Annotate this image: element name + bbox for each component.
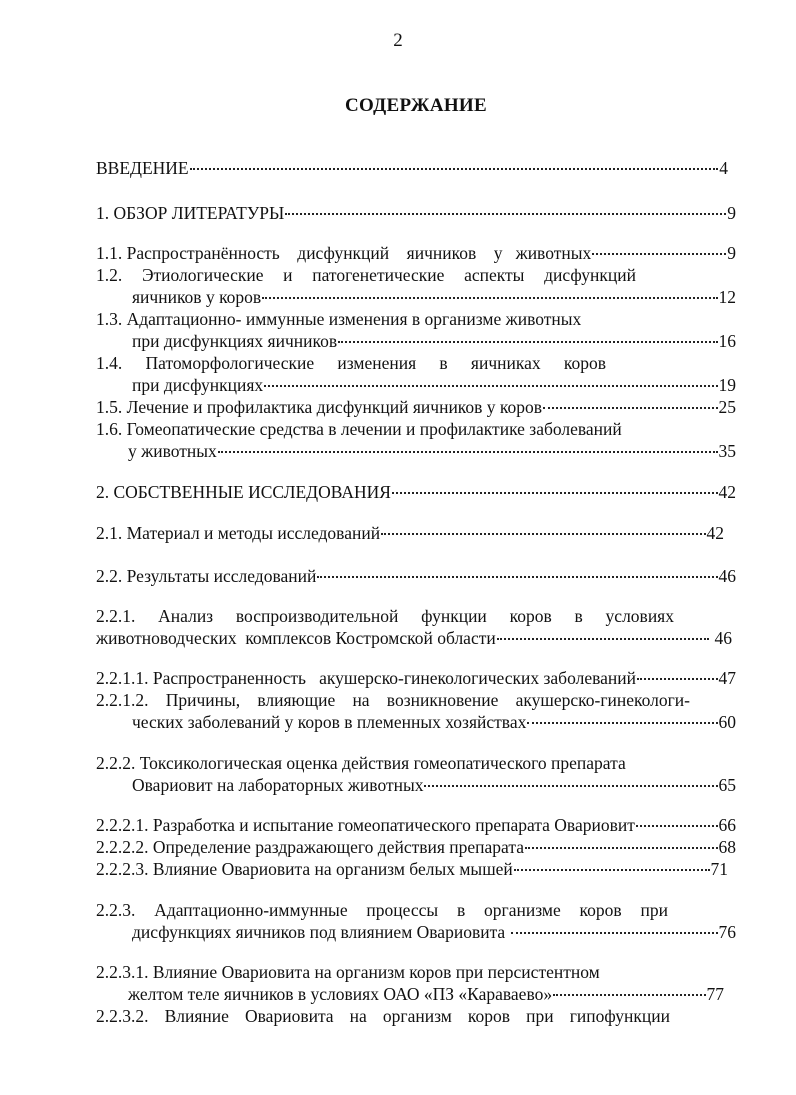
toc-entry-page: 25 xyxy=(718,397,736,417)
toc-entry-label: дисфункциях яичников под влиянием Овариовита xyxy=(132,922,510,942)
toc-entry-label: 2.1. Материал и методы исследований xyxy=(96,523,381,543)
toc-entry-2-2-1-line2 xyxy=(96,627,732,649)
dot-leader xyxy=(392,492,718,494)
toc-entry-page: 46 xyxy=(710,628,732,648)
toc-entry-label: животноводческих комплексов Костромской области xyxy=(96,628,496,648)
toc-entry-page: 4 xyxy=(719,158,728,178)
toc-entry-label: при дисфункциях xyxy=(132,375,264,395)
toc-entry-1-3-line1: 1.3. Адаптационно- иммунные изменения в организме животных xyxy=(96,309,582,329)
toc-entry-page: 68 xyxy=(718,837,736,857)
toc-entry-page: 47 xyxy=(718,668,736,688)
toc-entry-label: ВВЕДЕНИЕ xyxy=(96,158,189,178)
toc-entry-1-1 xyxy=(96,242,736,264)
dot-leader xyxy=(317,576,717,578)
toc-entry-page: 71 xyxy=(710,859,728,879)
toc-entry-page: 35 xyxy=(718,441,736,461)
dot-leader xyxy=(381,533,705,535)
dot-leader xyxy=(190,168,719,170)
page-title: СОДЕРЖАНИЕ xyxy=(345,95,487,116)
toc-entry-label: 1. ОБЗОР ЛИТЕРАТУРЫ xyxy=(96,203,285,223)
toc-entry-page: 76 xyxy=(718,922,736,942)
dot-leader xyxy=(262,297,717,299)
dot-leader xyxy=(527,722,717,724)
toc-entry-label: 2.2.2.3. Влияние Овариовита на организм белых мышей xyxy=(96,859,513,879)
dot-leader xyxy=(525,847,718,849)
toc-entry-2-2-2-1 xyxy=(96,814,736,836)
toc-entry-introduction xyxy=(96,157,728,179)
toc-entry-2-1 xyxy=(96,522,724,544)
toc-entry-page: 77 xyxy=(706,984,724,1004)
toc-entry-label: 1.5. Лечение и профилактика дисфункций яичников у коров xyxy=(96,397,543,417)
toc-entry-section-2 xyxy=(96,481,736,503)
toc-entry-label: 2. СОБСТВЕННЫЕ ИССЛЕДОВАНИЯ xyxy=(96,482,391,502)
toc-entry-section-1 xyxy=(96,202,736,224)
toc-entry-1-6-line1: 1.6. Гомеопатические средства в лечении и профилактике заболеваний xyxy=(96,419,622,439)
dot-leader xyxy=(218,451,718,453)
toc-entry-page: 66 xyxy=(718,815,736,835)
dot-leader xyxy=(592,253,726,255)
toc-entry-page: 16 xyxy=(718,331,736,351)
toc-entry-2-2-1-2-line1: 2.2.1.2. Причины, влияющие на возникновение акушерско-гинекологи- xyxy=(96,690,690,710)
dot-leader xyxy=(637,678,718,680)
toc-entry-2-2-1-1 xyxy=(96,667,736,689)
dot-leader xyxy=(497,638,709,640)
toc-entry-label: Овариовит на лабораторных животных xyxy=(132,775,424,795)
toc-entry-2-2-2-3 xyxy=(96,858,728,880)
toc-entry-1-3-line2 xyxy=(132,330,736,352)
toc-entry-label: 2.2. Результаты исследований xyxy=(96,566,317,586)
toc-entry-page: 19 xyxy=(718,375,736,395)
dot-leader xyxy=(264,385,717,387)
toc-entry-2-2-3-2-line1: 2.2.3.2. Влияние Овариовита на организм коров при гипофункции xyxy=(96,1006,670,1026)
toc-entry-label: 2.2.2.1. Разработка и испытание гомеопатического препарата Овариовит xyxy=(96,815,635,835)
toc-entry-page: 46 xyxy=(718,566,736,586)
page-number: 2 xyxy=(393,30,403,51)
toc-entry-page: 42 xyxy=(718,482,736,502)
toc-entry-page: 12 xyxy=(718,287,736,307)
toc-entry-page: 9 xyxy=(727,203,736,223)
toc-entry-2-2 xyxy=(96,565,736,587)
toc-entry-1-6-line2 xyxy=(128,440,736,462)
toc-entry-label: 2.2.1.1. Распространенность акушерско-гинекологических заболеваний xyxy=(96,668,636,688)
toc-entry-2-2-3-1-line1: 2.2.3.1. Влияние Овариовита на организм коров при персистентном xyxy=(96,962,600,982)
toc-entry-label: 1.1. Распространённость дисфункций яичников у животных xyxy=(96,243,592,263)
toc-entry-label: 2.2.2.2. Определение раздражающего действия препарата xyxy=(96,837,524,857)
toc-entry-page: 9 xyxy=(727,243,736,263)
toc-entry-label: яичников у коров xyxy=(132,287,262,307)
dot-leader xyxy=(338,341,717,343)
toc-entry-label: желтом теле яичников в условиях ОАО «ПЗ «Караваево» xyxy=(128,984,553,1004)
toc-entry-page: 65 xyxy=(718,775,736,795)
dot-leader xyxy=(285,213,726,215)
toc-entry-2-2-1-line1: 2.2.1. Анализ воспроизводительной функции коров в условиях xyxy=(96,606,674,626)
toc-entry-label: у животных xyxy=(128,441,217,461)
toc-entry-2-2-2-2 xyxy=(96,836,736,858)
toc-entry-2-2-3-line1: 2.2.3. Адаптационно-иммунные процессы в организме коров при xyxy=(96,900,668,920)
toc-entry-2-2-1-2-line2 xyxy=(132,711,736,733)
dot-leader xyxy=(543,407,717,409)
dot-leader xyxy=(511,932,718,934)
toc-entry-1-2-line2 xyxy=(132,286,736,308)
dot-leader xyxy=(514,869,710,871)
dot-leader xyxy=(636,825,718,827)
dot-leader xyxy=(553,994,705,996)
toc-entry-page: 42 xyxy=(706,523,724,543)
toc-entry-1-2-line1: 1.2. Этиологические и патогенетические аспекты дисфункций xyxy=(96,265,636,285)
toc-entry-label: ческих заболеваний у коров в племенных хозяйствах xyxy=(132,712,527,732)
toc-entry-page: 60 xyxy=(718,712,736,732)
toc-entry-1-4-line2 xyxy=(132,374,736,396)
toc-entry-label: при дисфункциях яичников xyxy=(132,331,338,351)
toc-entry-2-2-3-line2 xyxy=(132,921,736,943)
dot-leader xyxy=(424,785,717,787)
toc-entry-2-2-2-line2 xyxy=(132,774,736,796)
toc-entry-2-2-3-1-line2 xyxy=(128,983,724,1005)
toc-entry-1-4-line1: 1.4. Патоморфологические изменения в яичниках коров xyxy=(96,353,606,373)
toc-entry-2-2-2-line1: 2.2.2. Токсикологическая оценка действия гомеопатического препарата xyxy=(96,753,626,773)
toc-entry-1-5 xyxy=(96,396,736,418)
